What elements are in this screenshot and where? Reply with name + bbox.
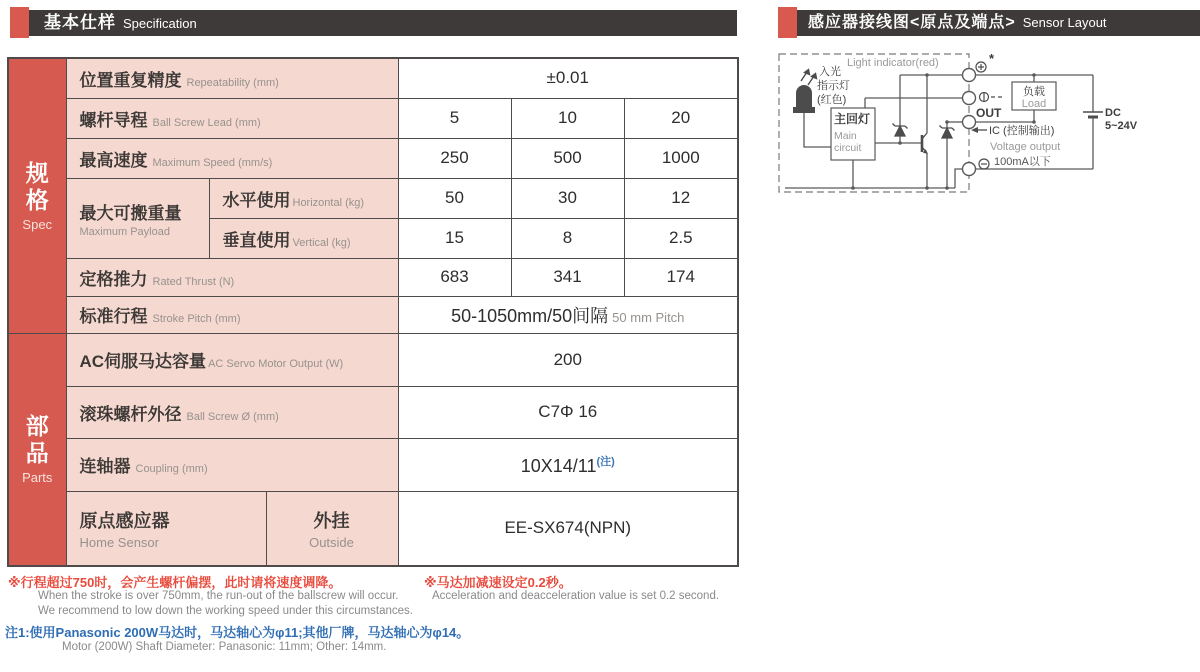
note-accel-en: Acceleration and deacceleration value is set 0.2 second. — [432, 590, 720, 602]
horizontal-value-2: 30 — [511, 178, 624, 218]
load-box — [1012, 82, 1056, 110]
lead-value-3: 20 — [624, 98, 738, 138]
row-home-sensor-label: 原点感应器 Home Sensor — [66, 491, 266, 566]
battery-icon — [1083, 112, 1103, 117]
svg-text:负载: 负载 — [1023, 86, 1045, 98]
sensor-layout-header-en: Sensor Layout — [1022, 15, 1107, 30]
spec-table — [7, 57, 739, 567]
sensor-wiring-diagram — [775, 46, 1200, 208]
note-stroke-warning-en1: When the stroke is over 750mm, the run-out of the ballscrew will occur. — [38, 590, 399, 602]
sensor-layout-header — [796, 10, 1200, 36]
terminal-minus — [963, 163, 976, 176]
specification-header-en: Specification — [123, 16, 197, 31]
section-spec-en: Spec — [22, 216, 53, 232]
row-outside-label: 外挂 Outside — [266, 491, 398, 566]
indicator-terminal-icon — [980, 93, 1006, 102]
row-repeatability-label: 位置重复精度 Repeatability (mm) — [66, 58, 398, 98]
voltage-output-label: Voltage output — [990, 141, 1061, 153]
ic-arrow-icon — [971, 127, 987, 133]
main-circuit-box — [831, 108, 875, 160]
sensor-layout-header-zh: 感应器接线图<原点及端点> — [808, 14, 1016, 31]
screw-od-value: C7Φ 16 — [398, 386, 738, 438]
vertical-value-3: 2.5 — [624, 218, 738, 258]
coupling-value: 10X14/11$^{(注)}$ — [398, 438, 738, 491]
row-lead-label: 螺杆导程 Ball Screw Lead (mm) — [66, 98, 398, 138]
light-label-zh3: (红色) — [817, 94, 847, 106]
red-accent-square-icon — [10, 7, 29, 38]
row-horizontal-label: 水平使用 Horizontal (kg) — [209, 178, 398, 218]
minus-terminal-icon — [979, 159, 989, 169]
specification-header — [28, 10, 737, 36]
note-stroke-warning-en2: We recommend to low down the working speed under this circumstances. — [38, 605, 413, 617]
ic-label: IC (控制输出) — [989, 125, 1055, 137]
voltage-limit-label: 100mA以下 — [994, 156, 1051, 168]
vertical-value-1: 15 — [398, 218, 511, 258]
row-vertical-label: 垂直使用 Vertical (kg) — [209, 218, 398, 258]
transistor-icon — [922, 133, 928, 154]
stroke-value: 50-1050mm/50间隔 50 mm Pitch — [398, 296, 738, 333]
note-stroke-warning-zh: ※行程超过750时，会产生螺杆偏摆，此时请将速度调降。 — [8, 575, 342, 590]
svg-text:主回灯: 主回灯 — [834, 112, 871, 126]
thrust-value-1: 683 — [398, 258, 511, 296]
row-payload-label: 最大可搬重量 Maximum Payload — [66, 178, 209, 258]
thrust-value-2: 341 — [511, 258, 624, 296]
light-label-zh1: 入光 — [819, 66, 841, 78]
zener-diode-icon — [893, 124, 908, 137]
note-shaft-en: Motor (200W) Shaft Diameter: Panasonic: 11mm; Other: 14mm. — [62, 641, 387, 653]
out-label: OUT — [976, 106, 1002, 120]
terminal-out — [963, 116, 976, 129]
light-ray-arrows-icon — [801, 70, 817, 86]
row-coupling-label: 连轴器 Coupling (mm) — [66, 438, 398, 491]
plus-terminal-icon — [976, 62, 986, 72]
home-sensor-value: EE-SX674(NPN) — [398, 491, 738, 566]
lead-value-1: 5 — [398, 98, 511, 138]
repeatability-value: ±0.01 — [398, 58, 738, 98]
motor-value: 200 — [398, 333, 738, 386]
horizontal-value-3: 12 — [624, 178, 738, 218]
specification-header-zh: 基本仕样 — [44, 13, 116, 32]
row-stroke-label: 标准行程 Stroke Pitch (mm) — [66, 296, 398, 333]
red-accent-square-icon — [778, 7, 797, 38]
section-parts — [8, 333, 66, 566]
section-parts-zh: 部品 — [25, 413, 49, 467]
speed-value-1: 250 — [398, 138, 511, 178]
terminal-indicator — [963, 92, 976, 105]
dc-label: DC — [1105, 107, 1121, 119]
coupling-note-ref: (注) — [596, 455, 615, 468]
svg-text:Main: Main — [834, 130, 857, 142]
row-speed-label: 最高速度 Maximum Speed (mm/s) — [66, 138, 398, 178]
note-accel-zh: ※马达加减速设定0.2秒。 — [424, 575, 572, 590]
horizontal-value-1: 50 — [398, 178, 511, 218]
svg-text:circuit: circuit — [834, 142, 862, 154]
thrust-value-3: 174 — [624, 258, 738, 296]
speed-value-2: 500 — [511, 138, 624, 178]
terminal-plus — [963, 69, 976, 82]
section-spec — [8, 58, 66, 333]
light-label-zh2: 指示灯 — [817, 80, 850, 92]
light-indicator-label-en: Light indicator(red) — [847, 57, 939, 69]
row-motor-label: AC伺服马达容量 AC Servo Motor Output (W) — [66, 333, 398, 386]
section-spec-zh: 规格 — [25, 159, 49, 213]
vertical-value-2: 8 — [511, 218, 624, 258]
row-thrust-label: 定格推力 Rated Thrust (N) — [66, 258, 398, 296]
note-shaft-zh: 注1:使用Panasonic 200W马达时，马达轴心为φ11;其他厂牌，马达轴心为φ14。 — [5, 625, 470, 640]
asterisk-mark: * — [989, 51, 995, 66]
speed-value-3: 1000 — [624, 138, 738, 178]
section-parts-en: Parts — [22, 470, 53, 486]
led-indicator-icon — [793, 85, 815, 113]
row-screw-od-label: 滚珠螺杆外径 Ball Screw Ø (mm) — [66, 386, 398, 438]
zener-diode-icon — [940, 126, 955, 139]
lead-value-2: 10 — [511, 98, 624, 138]
dc-voltage-label: 5~24V — [1105, 120, 1138, 132]
svg-text:Load: Load — [1021, 98, 1047, 110]
